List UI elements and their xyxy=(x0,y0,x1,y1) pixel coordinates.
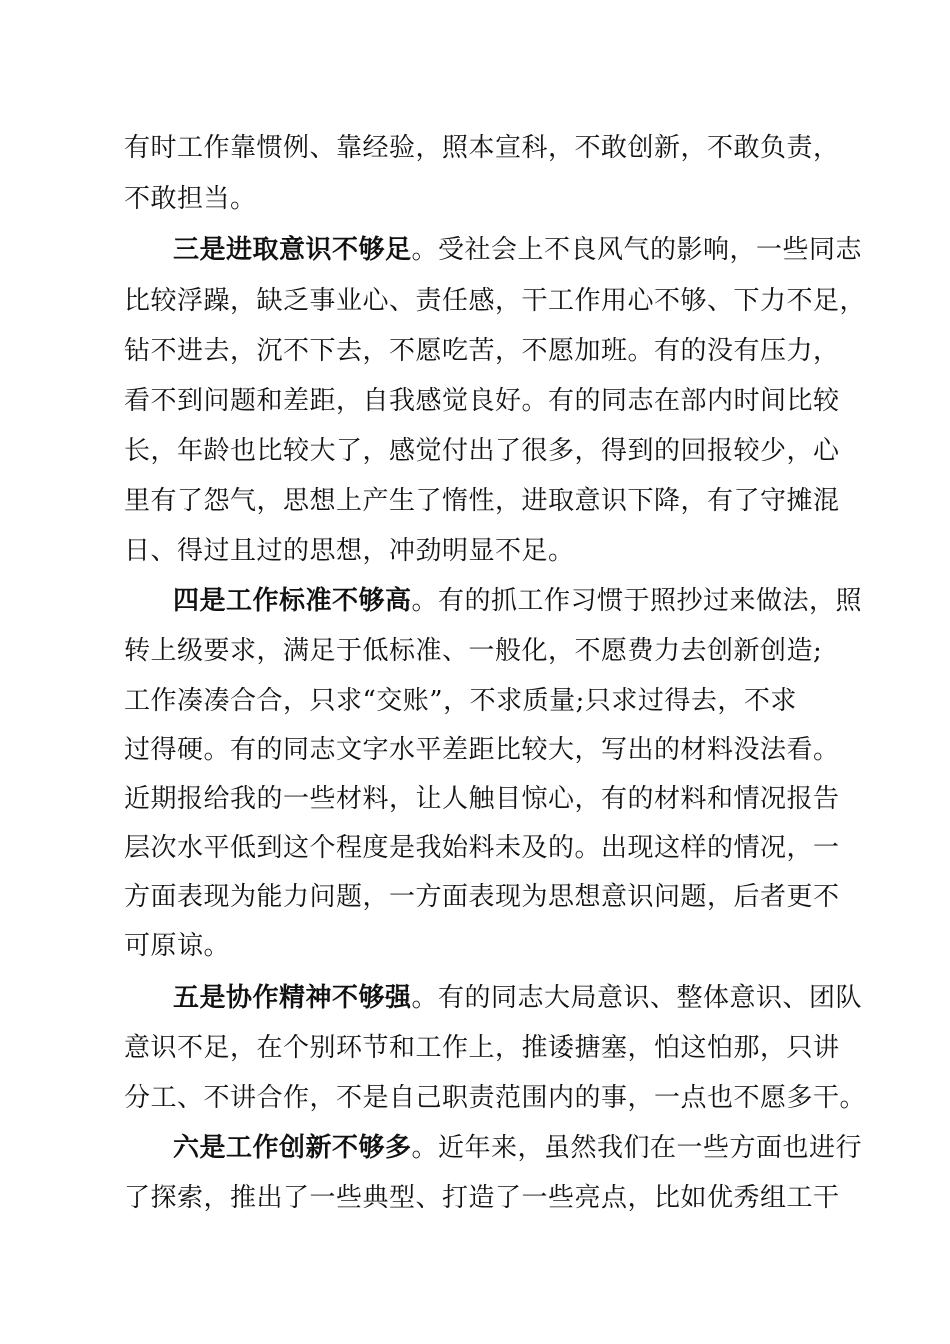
line-text: 转上级要求，满足于低标准、一般化，不愿费力去创新创造; xyxy=(124,636,823,666)
text-line xyxy=(124,833,840,863)
paragraph-three-first-line xyxy=(173,235,862,265)
line-text: 分工、不讲合作，不是自己职责范围内的事，一点也不愿多干。 xyxy=(124,1083,867,1113)
line-text: 。近年来，虽然我们在一些方面也进行 xyxy=(411,1133,863,1163)
text-line xyxy=(124,336,840,366)
text-line xyxy=(124,133,840,163)
text-line xyxy=(124,536,575,566)
text-line xyxy=(124,636,822,666)
section-heading: 六是工作创新不够多 xyxy=(173,1133,412,1163)
section-heading: 三是进取意识不够足 xyxy=(173,235,412,265)
line-text: 近期报给我的一些材料，让人触目惊心，有的材料和情况报告 xyxy=(124,784,840,814)
text-line xyxy=(124,184,257,214)
line-text: 长，年龄也比较大了，感觉付出了很多，得到的回报较少，心 xyxy=(124,436,840,466)
line-text: 过得硬。有的同志文字水平差距比较大，写出的材料没法看。 xyxy=(124,735,840,765)
paragraph-five-first-line xyxy=(173,983,862,1013)
paragraph-four-first-line xyxy=(173,586,862,616)
line-text: 有时工作靠惯例、靠经验，照本宣科，不敢创新，不敢负责， xyxy=(124,133,840,163)
line-text: 里有了怨气，思想上产生了惰性，进取意识下降，有了守摊混 xyxy=(124,486,840,516)
text-line xyxy=(124,882,840,912)
line-text: 钻不进去，沉不下去，不愿吃苦，不愿加班。有的没有压力， xyxy=(124,336,840,366)
section-heading: 四是工作标准不够高 xyxy=(173,586,412,616)
text-line xyxy=(124,436,840,466)
text-line xyxy=(124,686,797,716)
line-text: 比较浮躁，缺乏事业心、责任感，干工作用心不够、下力不足， xyxy=(124,286,867,316)
line-text: 。有的抓工作习惯于照抄过来做法，照 xyxy=(411,586,863,616)
line-text: 日、得过且过的思想，冲劲明显不足。 xyxy=(124,536,575,566)
text-line xyxy=(124,1033,840,1063)
line-text: 了探索，推出了一些典型、打造了一些亮点，比如优秀组工干 xyxy=(124,1183,840,1213)
text-line xyxy=(124,1183,840,1213)
line-text: 。受社会上不良风气的影响，一些同志 xyxy=(411,235,863,265)
text-line xyxy=(124,735,840,765)
line-text: 看不到问题和差距，自我感觉良好。有的同志在部内时间比较 xyxy=(124,386,840,416)
text-line xyxy=(124,931,230,961)
line-text: 工作凑凑合合，只求“交账”，不求质量;只求过得去，不求 xyxy=(124,686,797,716)
text-line xyxy=(124,386,840,416)
line-text: 可原谅。 xyxy=(124,931,231,961)
line-text: 不敢担当。 xyxy=(124,184,257,214)
line-text: 意识不足，在个别环节和工作上，推诿搪塞，怕这怕那，只讲 xyxy=(124,1033,840,1063)
line-text: 层次水平低到这个程度是我始料未及的。出现这样的情况，一 xyxy=(124,833,840,863)
line-text: 方面表现为能力问题，一方面表现为思想意识问题，后者更不 xyxy=(124,882,840,912)
paragraph-six-first-line xyxy=(173,1133,862,1163)
text-line xyxy=(124,784,840,814)
line-text: 。有的同志大局意识、整体意识、团队 xyxy=(411,983,863,1013)
text-line xyxy=(124,286,866,316)
section-heading: 五是协作精神不够强 xyxy=(173,983,412,1013)
text-line xyxy=(124,1083,866,1113)
text-line xyxy=(124,486,840,516)
